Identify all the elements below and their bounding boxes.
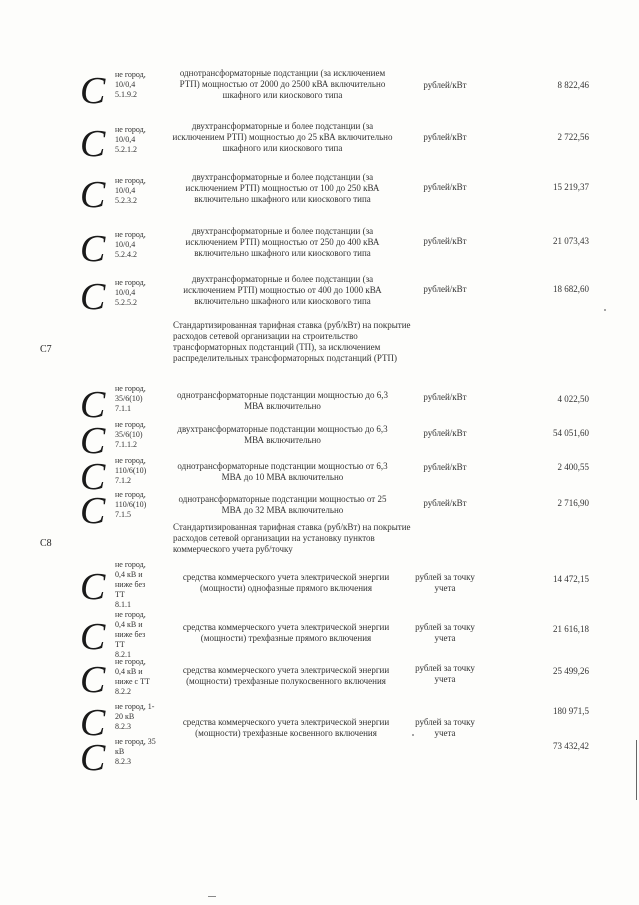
row-code: не город, 10/0,4 5.2.3.2 [115,176,146,205]
row-code: не город, 110/6(10) 7.1.2 [115,456,147,485]
row-unit: рублей за точку учета [415,717,475,738]
row-code: не город, 0,4 кВ и ниже с ТТ 8.2.2 [115,657,150,696]
row-description: двухтрансформаторные и более подстанции (за исключением РТП) мощностью от 100 до 250 кВА включительно шкафного или киоскового типа [185,172,380,204]
row-unit: рублей за точку учета [415,622,475,643]
row-description: однотрансформаторные подстанции мощностью от 25 МВА до 32 МВА включительно [178,494,387,515]
row-unit: рублей/кВт [423,284,467,294]
scan-edge-line [636,740,637,800]
rate-symbol: С [80,228,106,270]
rate-symbol: С [80,276,106,318]
scan-speck [208,896,216,897]
row-description: средства коммерческого учета электрической энергии (мощности) трехфазные полукосвенного включения [182,665,390,686]
row-description: однотрансформаторные подстанции мощностью от 6,3 МВА до 10 МВА включительно [177,461,388,482]
row-code: не город, 35/6(10) 7.1.1 [115,384,146,413]
rate-symbol: С [80,702,106,744]
rate-symbol: С [80,456,106,498]
rate-symbol: С [80,616,106,658]
row-description: двухтрансформаторные и более подстанции (за исключением РТП) мощностью от 250 до 400 кВА включительно шкафного или киоскового типа [185,226,380,258]
row-value: 2 400,55 [557,462,589,472]
row-value: 2 722,56 [557,132,589,142]
row-value: 73 432,42 [553,741,589,751]
rate-symbol: С [80,737,106,779]
group-description-c7: Стандартизированная тарифная ставка (руб/кВт) на покрытие расходов сетевой организации на строительство трансформаторных подстанций (ТП), за исключением распределительных трансформаторных подстанций (РТП) [173,320,411,363]
rate-symbol: С [80,123,106,165]
row-value: 2 716,90 [557,498,589,508]
row-unit: рублей/кВт [423,182,467,192]
rate-symbol: С [80,384,106,426]
row-code: не город, 110/6(10) 7.1.5 [115,490,147,519]
row-unit: рублей/кВт [423,80,467,90]
row-unit: рублей/кВт [423,462,467,472]
rate-symbol: С [80,566,106,608]
row-description: двухтрансформаторные подстанции мощностью до 6,3 МВА включительно [177,424,388,445]
row-value: 54 051,60 [553,428,589,438]
row-code: не город, 0,4 кВ и ниже без ТТ 8.2.1 [115,610,146,659]
row-unit: рублей за точку учета [415,572,475,593]
row-value: 21 073,43 [553,236,589,246]
group-description-c8: Стандартизированная тарифная ставка (руб/кВт) на покрытие расходов сетевой организации на установку пунктов коммерческого учета руб/точку [173,522,411,554]
row-code: не город, 10/0,4 5.2.1.2 [115,125,146,154]
row-code: не город, 35/6(10) 7.1.1.2 [115,420,146,449]
rate-symbol: С [80,174,106,216]
rate-symbol: С [80,490,106,532]
row-description: однотрансформаторные подстанции (за исключением РТП) мощностью от 2000 до 2500 кВА включительно шкафного или киоскового типа [179,68,386,100]
row-description: средства коммерческого учета электрической энергии (мощности) однофазные прямого включения [182,572,390,593]
rate-symbol: С [80,659,106,701]
group-label-c7: С7 [40,344,52,355]
row-value: 14 472,15 [553,574,589,584]
row-value: 21 616,18 [553,624,589,634]
row-code: не город, 1- 20 кВ 8.2.3 [115,702,155,731]
row-description: средства коммерческого учета электрической энергии (мощности) трехфазные прямого включения [182,622,390,643]
row-unit: рублей/кВт [423,236,467,246]
row-unit: рублей за точку учета [415,663,475,684]
row-code: не город, 10/0,4 5.2.4.2 [115,230,146,259]
row-unit: рублей/кВт [423,132,467,142]
scan-speck [412,734,414,736]
row-description: двухтрансформаторные и более подстанции (за исключением РТП) мощностью от 400 до 1000 кВА включительно шкафного или киоскового типа [183,274,382,306]
row-description: двухтрансформаторные и более подстанции (за исключением РТП) мощностью до 25 кВА включительно шкафного или киоскового типа [172,121,393,153]
rate-symbol: С [80,70,106,112]
row-unit: рублей/кВт [423,428,467,438]
row-code: не город, 10/0,4 5.1.9.2 [115,70,146,99]
row-unit: рублей/кВт [423,498,467,508]
row-value: 180 971,5 [553,706,589,716]
row-code: не город, 0,4 кВ и ниже без ТТ 8.1.1 [115,560,146,609]
row-value: 15 219,37 [553,182,589,192]
row-code: не город, 35 кВ 8.2.3 [115,737,156,766]
scan-speck [604,309,606,311]
row-description: однотрансформаторные подстанции мощностью до 6,3 МВА включительно [177,390,388,411]
group-label-c8: С8 [40,538,52,549]
row-value: 18 682,60 [553,284,589,294]
row-code: не город, 10/0,4 5.2.5.2 [115,278,146,307]
row-value: 4 022,50 [557,394,589,404]
row-value: 25 499,26 [553,666,589,676]
row-unit: рублей/кВт [423,392,467,402]
row-value: 8 822,46 [557,80,589,90]
row-description: средства коммерческого учета электрической энергии (мощности) трехфазные косвенного включения [182,717,390,738]
rate-symbol: С [80,420,106,462]
